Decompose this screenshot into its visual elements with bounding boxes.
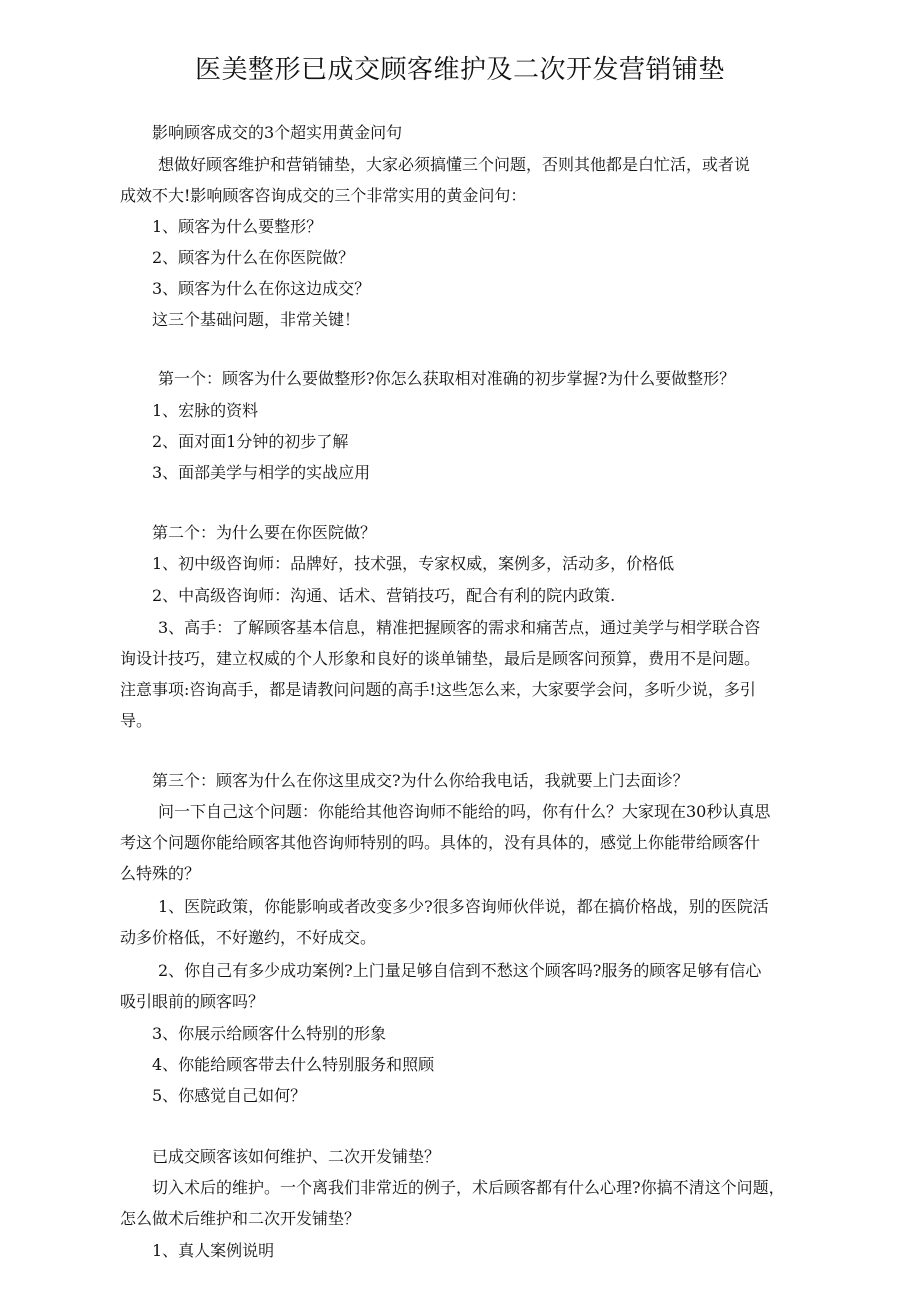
paragraph-line: 询设计技巧，建立权威的个人形象和良好的谈单铺垫，最后是顾客问预算，费用不是问题。 (120, 649, 761, 668)
paragraph-line: 怎么做术后维护和二次开发铺垫？ (120, 1209, 361, 1228)
paragraph-line: 动多价格低，不好邀约，不好成交。 (120, 928, 377, 947)
list-item: 1、初中级咨询师：品牌好，技术强，专家权威，案例多，活动多，价格低 (152, 554, 675, 573)
paragraph-line: 么特殊的？ (120, 864, 201, 883)
paragraph-line: 成效不大!影响顾客咨询成交的三个非常实用的黄金问句： (120, 186, 527, 205)
paragraph-line: 问一下自己这个问题：你能给其他咨询师不能给的吗，你有什么？大家现在30秒认真思 (158, 802, 771, 821)
list-item: 2、中高级咨询师：沟通、话术、营销技巧，配合有利的院内政策. (152, 586, 616, 605)
paragraph-line: 切入术后的维护。一个离我们非常近的例子，术后顾客都有什么心理?你搞不清这个问题， (152, 1178, 785, 1197)
section-heading: 第一个：顾客为什么要做整形?你怎么获取相对准确的初步掌握?为什么要做整形？ (158, 369, 736, 388)
paragraph-line: 导。 (120, 711, 153, 730)
list-item: 1、真人案例说明 (152, 1241, 275, 1260)
paragraph-line: 这三个基础问题，非常关键！ (152, 310, 361, 329)
list-item: 1、顾客为什么要整形？ (152, 217, 323, 236)
list-item: 2、顾客为什么在你医院做？ (152, 248, 355, 267)
list-item: 3、顾客为什么在你这边成交？ (152, 279, 371, 298)
list-item: 3、高手：了解顾客基本信息，精准把握顾客的需求和痛苦点，通过美学与相学联合咨 (158, 618, 761, 637)
list-item: 1、医院政策，你能影响或者改变多少?很多咨询师伙伴说，都在搞价格战，别的医院活 (158, 897, 769, 916)
paragraph-line: 想做好顾客维护和营销铺垫，大家必须搞懂三个问题，否则其他都是白忙活，或者说 (158, 155, 751, 174)
document-title: 医美整形已成交顾客维护及二次开发营销铺垫 (194, 55, 725, 85)
list-item: 3、你展示给顾客什么特别的形象 (152, 1024, 387, 1043)
list-item: 2、你自己有多少成功案例?上门量足够自信到不愁这个顾客吗?服务的顾客足够有信心 (158, 961, 762, 980)
list-item: 4、你能给顾客带去什么特别服务和照顾 (152, 1055, 435, 1074)
section-heading: 影响顾客成交的3个超实用黄金问句 (152, 123, 403, 142)
list-item: 5、你感觉自己如何？ (152, 1086, 307, 1105)
list-item: 3、面部美学与相学的实战应用 (152, 463, 371, 482)
paragraph-line: 注意事项:咨询高手，都是请教问问题的高手!这些怎么来，大家要学会问，多听少说，多引 (120, 680, 756, 699)
list-item: 2、面对面1分钟的初步了解 (152, 432, 349, 451)
section-heading: 已成交顾客该如何维护、二次开发铺垫？ (152, 1147, 441, 1166)
paragraph-line: 考这个问题你能给顾客其他咨询师特别的吗。具体的，没有具体的，感觉上你能带给顾客什 (120, 833, 761, 852)
section-heading: 第三个：顾客为什么在你这里成交?为什么你给我电话，我就要上门去面诊？ (152, 771, 689, 790)
paragraph-line: 吸引眼前的顾客吗？ (120, 992, 265, 1011)
section-heading: 第二个：为什么要在你医院做？ (152, 523, 377, 542)
list-item: 1、宏脉的资料 (152, 401, 259, 420)
